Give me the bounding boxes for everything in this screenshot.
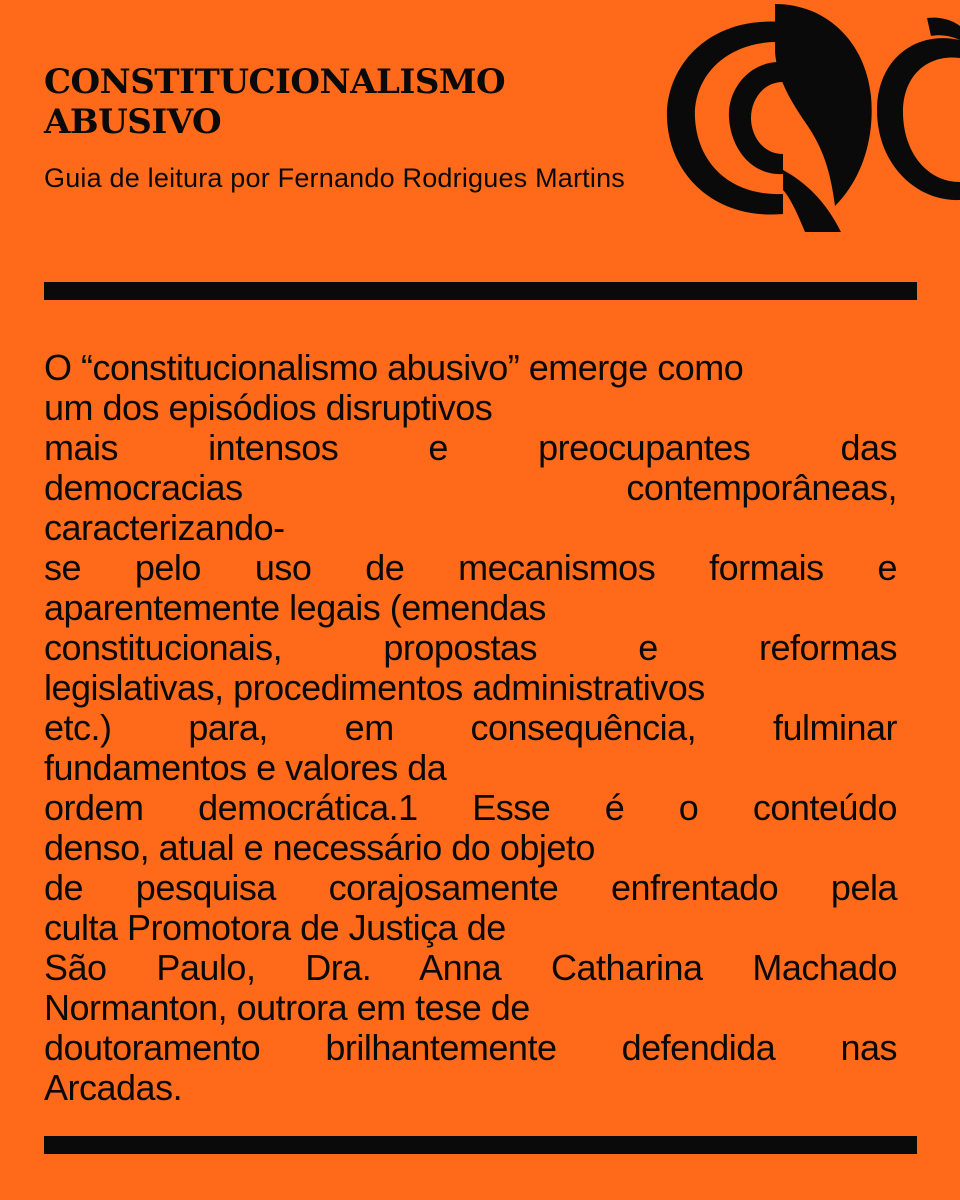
logo-left-c-inner <box>729 62 783 174</box>
body-line: Arcadas. <box>44 1067 183 1108</box>
body-line: denso, atual e necessário do objeto <box>44 827 595 868</box>
subtitle: Guia de leitura por Fernando Rodrigues Martins <box>44 163 625 193</box>
logo-right-c <box>877 38 960 200</box>
body-line: se pelo uso de mecanismos formais e <box>44 547 897 588</box>
title-line-1: CONSTITUCIONALISMO <box>44 62 506 102</box>
body-line: democracias contemporâneas, <box>44 467 897 508</box>
document-title <box>44 62 644 142</box>
body-line: aparentemente legais (emendas <box>44 587 546 628</box>
body-line: legislativas, procedimentos administrativos <box>44 667 705 708</box>
body-line: constitucionais, propostas e reformas <box>44 627 897 668</box>
body-line: Normanton, outrora em tese de <box>44 987 530 1028</box>
body-line: São Paulo, Dra. Anna Catharina Machado <box>44 947 897 988</box>
bottom-divider <box>44 1136 917 1154</box>
body-line: doutoramento brilhantemente defendida nas <box>44 1027 897 1068</box>
body-line: etc.) para, em consequência, fulminar <box>44 707 897 748</box>
body-line: ordem democrática.1 Esse é o conteúdo <box>44 787 897 828</box>
logo-right-c-tail <box>927 18 960 40</box>
title-line-2: ABUSIVO <box>44 102 222 142</box>
body-line: fundamentos e valores da <box>44 747 447 788</box>
body-paragraph <box>44 348 897 1108</box>
body-line: um dos episódios disruptivos <box>44 387 493 428</box>
body-line: culta Promotora de Justiça de <box>44 907 506 948</box>
body-line: mais intensos e preocupantes das <box>44 427 897 468</box>
top-divider <box>44 282 917 300</box>
body-line: O “constitucionalismo abusivo” emerge como <box>44 347 744 388</box>
logo-left-c-outer <box>667 22 783 215</box>
body-line: de pesquisa corajosamente enfrentado pela <box>44 867 897 908</box>
body-line: caracterizando- <box>44 507 285 548</box>
double-c-logo-icon <box>665 0 960 235</box>
